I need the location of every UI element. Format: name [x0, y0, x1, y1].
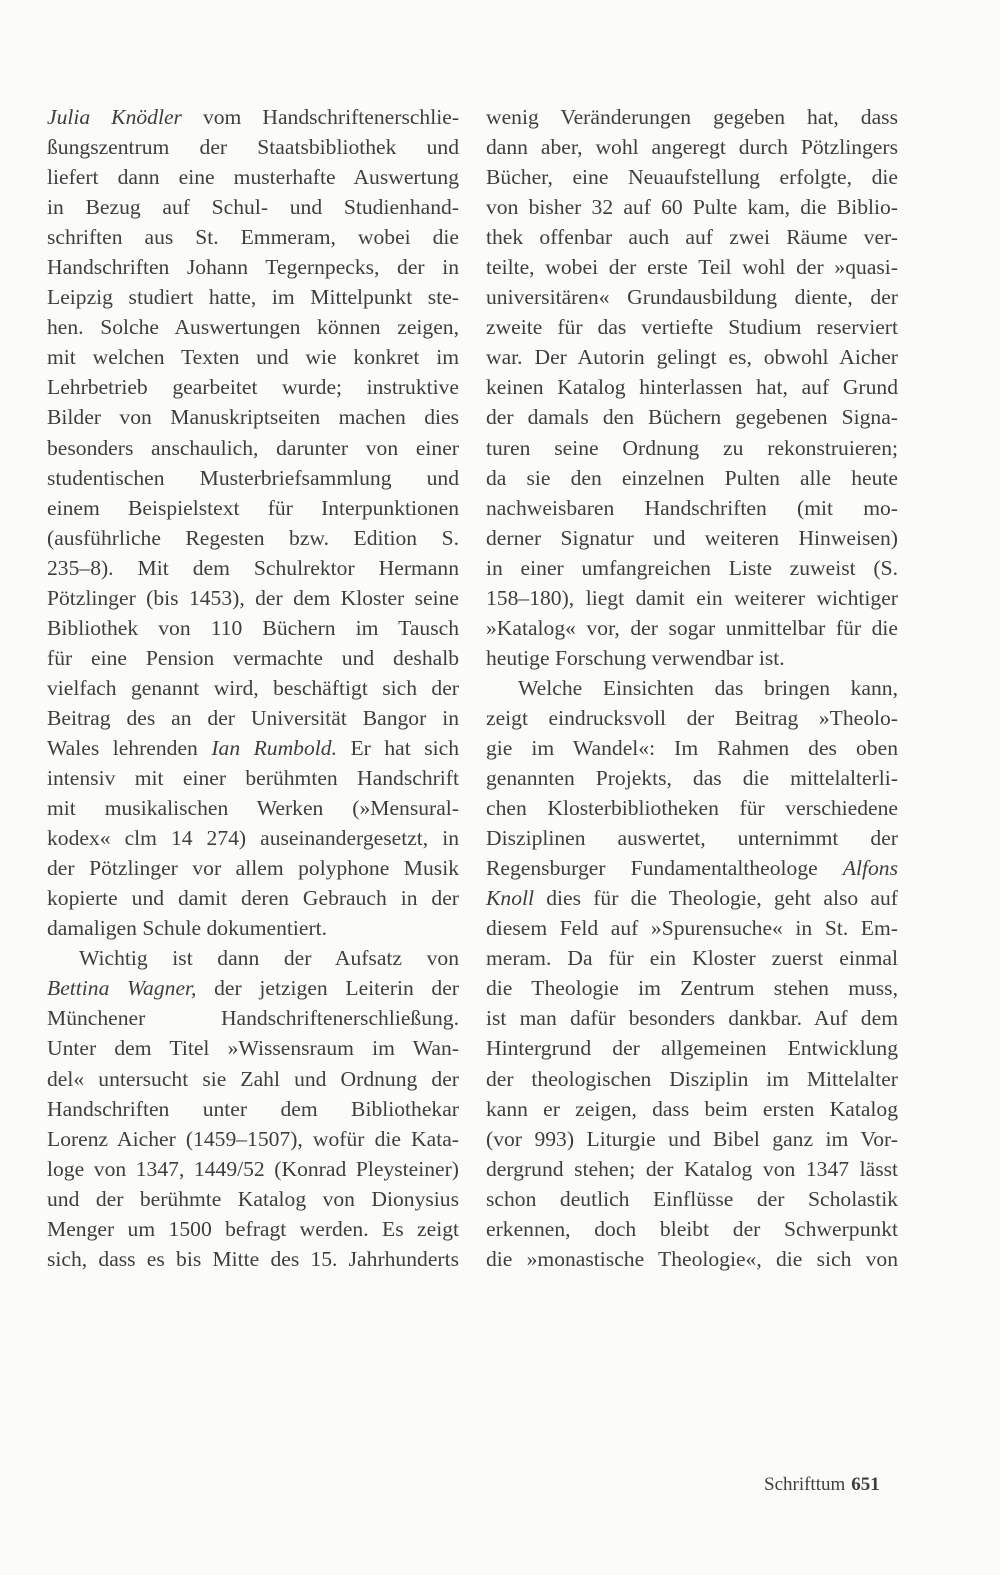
text-line [47, 1214, 459, 1244]
text-segment: Bücher, eine Neuaufstellung erfolgte, die [486, 165, 898, 190]
text-line [486, 1244, 898, 1274]
text-line [486, 222, 898, 252]
text-segment: liefert dann eine musterhafte Auswertung [47, 165, 459, 190]
text-segment: kopierte und damit deren Gebrauch in der [47, 886, 459, 911]
text-segment: sich, dass es bis Mitte des 15. Jahrhunderts [47, 1246, 459, 1271]
text-segment: der theologischen Disziplin im Mittelalter [486, 1066, 898, 1091]
text-segment: heutige Forschung verwendbar ist. [486, 645, 785, 670]
text-segment: war. Der Autorin gelingt es, obwohl Aicher [486, 345, 898, 370]
text-segment: der Pötzlinger vor allem polyphone Musik [47, 856, 459, 881]
text-segment: diesem Feld auf »Spurensuche« in St. Em- [486, 916, 898, 941]
text-line [47, 102, 459, 132]
text-line [486, 433, 898, 463]
text-segment: genannten Projekts, das die mittelalterli- [486, 766, 898, 791]
text-line [486, 673, 898, 703]
text-segment: mit welchen Texten und wie konkret im [47, 345, 459, 370]
text-segment: nachweisbaren Handschriften (mit mo- [486, 495, 898, 520]
text-segment: einem Beispielstext für Interpunktionen [47, 495, 459, 520]
running-footer-section: Schrifttum [764, 1474, 846, 1495]
text-line [486, 943, 898, 973]
text-line [47, 1033, 459, 1063]
text-segment: Regensburger Fundamentaltheologe [486, 856, 843, 881]
text-line [47, 883, 459, 913]
text-segment: gie im Wandel«: Im Rahmen des oben [486, 735, 898, 760]
text-segment: Wichtig ist dann der Aufsatz von [79, 946, 459, 971]
text-line [486, 643, 898, 673]
text-segment: intensiv mit einer berühmten Handschrift [47, 766, 459, 791]
text-segment: damaligen Schule dokumentiert. [47, 916, 328, 941]
text-segment: teilte, wobei der erste Teil wohl der »quasi- [486, 255, 898, 280]
text-segment: Lorenz Aicher (1459–1507), wofür die Kata- [47, 1126, 459, 1151]
text-segment: da sie den einzelnen Pulten alle heute [486, 465, 898, 490]
text-line [486, 703, 898, 733]
text-line [47, 1064, 459, 1094]
text-line [47, 763, 459, 793]
text-segment: Pötzlinger (bis 1453), der dem Kloster seine [47, 585, 459, 610]
text-line [486, 1003, 898, 1033]
text-segment: Welche Einsichten das bringen kann, [518, 675, 898, 700]
text-line [486, 372, 898, 402]
text-segment: besonders anschaulich, darunter von einer [47, 435, 459, 460]
text-line [486, 493, 898, 523]
text-line [47, 1154, 459, 1184]
text-segment: keinen Katalog hinterlassen hat, auf Grund [486, 375, 898, 400]
text-segment: hen. Solche Auswertungen können zeigen, [47, 315, 459, 340]
text-segment: Bibliothek von 110 Büchern im Tausch [47, 615, 459, 640]
text-segment: thek offenbar auch auf zwei Räume ver- [486, 225, 898, 250]
text-line [486, 1064, 898, 1094]
text-line [486, 1184, 898, 1214]
text-segment: Wales lehrenden [47, 735, 212, 760]
text-segment: chen Klosterbibliotheken für verschiedene [486, 796, 898, 821]
italic-author-name: Knoll [486, 886, 534, 911]
text-line [486, 793, 898, 823]
text-line [47, 1184, 459, 1214]
text-line [47, 1003, 459, 1033]
text-segment: ßungszentrum der Staatsbibliothek und [47, 135, 459, 160]
text-segment: 235–8). Mit dem Schulrektor Hermann [47, 555, 459, 580]
text-line [47, 342, 459, 372]
text-segment: Disziplinen auswertet, unternimmt der [486, 826, 898, 851]
text-line [486, 613, 898, 643]
text-line [47, 823, 459, 853]
text-line [486, 1154, 898, 1184]
text-segment: in Bezug auf Schul- und Studienhand- [47, 195, 459, 220]
text-segment: meram. Da für ein Kloster zuerst einmal [486, 946, 898, 971]
italic-author-name: Bettina Wagner, [47, 976, 197, 1001]
left-text-column [47, 102, 459, 1274]
text-line [486, 282, 898, 312]
text-segment: Lehrbetrieb gearbeitet wurde; instruktive [47, 375, 459, 400]
text-line [486, 132, 898, 162]
text-line [47, 433, 459, 463]
text-segment: »Katalog« vor, der sogar unmittelbar für die [486, 615, 898, 640]
text-line [486, 1214, 898, 1244]
text-segment: Münchener Handschriftenerschließung. [47, 1006, 459, 1031]
text-line [47, 913, 459, 943]
text-segment: die »monastische Theologie«, die sich von [486, 1246, 898, 1271]
italic-author-name: Alfons [842, 856, 898, 881]
text-line [47, 463, 459, 493]
text-line [47, 853, 459, 883]
text-line [47, 282, 459, 312]
text-segment: Handschriften Johann Tegernpecks, der in [47, 255, 459, 280]
text-segment: die Theologie im Zentrum stehen muss, [486, 976, 898, 1001]
text-segment: (vor 993) Liturgie und Bibel ganz im Vor- [486, 1126, 898, 1151]
text-line [47, 1094, 459, 1124]
text-segment: Er hat sich [336, 735, 459, 760]
text-line [47, 523, 459, 553]
text-line [47, 703, 459, 733]
text-segment: Bilder von Manuskriptseiten machen dies [47, 405, 459, 430]
text-segment: vom Handschriftenerschlie- [181, 105, 460, 129]
text-segment: dergrund stehen; der Katalog von 1347 lässt [486, 1156, 898, 1181]
text-segment: mit musikalischen Werken (»Mensural- [47, 796, 459, 821]
italic-author-name: Ian Rumbold. [211, 735, 337, 760]
text-segment: ist man dafür besonders dankbar. Auf dem [486, 1006, 898, 1031]
text-segment: und der berühmte Katalog von Dionysius [47, 1186, 459, 1211]
text-segment: studentischen Musterbriefsammlung und [47, 465, 459, 490]
text-line [47, 402, 459, 432]
text-line [486, 402, 898, 432]
text-line [486, 733, 898, 763]
text-line [47, 613, 459, 643]
text-line [47, 493, 459, 523]
text-line [47, 643, 459, 673]
text-line [47, 943, 459, 973]
text-line [486, 463, 898, 493]
text-segment: loge von 1347, 1449/52 (Konrad Pleysteiner) [47, 1156, 459, 1181]
text-segment: der damals den Büchern gegebenen Signa- [486, 405, 898, 430]
text-line [47, 793, 459, 823]
text-line [47, 192, 459, 222]
text-segment: Handschriften unter dem Bibliothekar [47, 1096, 459, 1121]
text-segment: zweite für das vertiefte Studium reserviert [486, 315, 898, 340]
text-segment: erkennen, doch bleibt der Schwerpunkt [486, 1216, 898, 1241]
text-line [486, 913, 898, 943]
text-line [47, 553, 459, 583]
text-line [486, 523, 898, 553]
text-line [486, 1094, 898, 1124]
text-line [486, 252, 898, 282]
text-segment: dies für die Theologie, geht also auf [534, 886, 898, 911]
text-line [47, 733, 459, 763]
text-line [47, 973, 459, 1003]
page-number: 651 [851, 1474, 880, 1495]
text-line [486, 823, 898, 853]
text-line [486, 973, 898, 1003]
text-line [486, 553, 898, 583]
text-line [47, 673, 459, 703]
text-segment: Beitrag des an der Universität Bangor in [47, 705, 459, 730]
text-segment: universitären« Grundausbildung diente, der [486, 285, 898, 310]
text-line [47, 162, 459, 192]
text-line [486, 1033, 898, 1063]
text-segment: für eine Pension vermachte und deshalb [47, 645, 459, 670]
text-line [486, 102, 898, 132]
text-line [486, 1124, 898, 1154]
text-segment: schon deutlich Einflüsse der Scholastik [486, 1186, 898, 1211]
text-line [486, 763, 898, 793]
text-line [486, 312, 898, 342]
text-segment: Hintergrund der allgemeinen Entwicklung [486, 1036, 898, 1061]
text-segment: in einer umfangreichen Liste zuweist (S. [486, 555, 898, 580]
text-segment: der jetzigen Leiterin der [196, 976, 459, 1001]
italic-author-name: Julia Knödler [47, 105, 182, 129]
text-segment: 158–180), liegt damit ein weiterer wichtiger [486, 585, 898, 610]
text-line [47, 583, 459, 613]
text-line [47, 312, 459, 342]
text-segment: Unter dem Titel »Wissensraum im Wan- [47, 1036, 459, 1061]
text-segment: schriften aus St. Emmeram, wobei die [47, 225, 459, 250]
text-segment: Menger um 1500 befragt werden. Es zeigt [47, 1216, 459, 1241]
right-text-column [486, 102, 898, 1274]
text-segment: del« untersucht sie Zahl und Ordnung der [47, 1066, 459, 1091]
text-line [47, 1124, 459, 1154]
text-line [47, 222, 459, 252]
page-footer [764, 1474, 880, 1496]
text-line [486, 342, 898, 372]
text-segment: von bisher 32 auf 60 Pulte kam, die Biblio- [486, 195, 898, 220]
text-segment: turen seine Ordnung zu rekonstruieren; [486, 435, 898, 460]
text-line [486, 192, 898, 222]
text-segment: (ausführliche Regesten bzw. Edition S. [47, 525, 459, 550]
text-line [47, 1244, 459, 1274]
text-line [47, 372, 459, 402]
text-segment: zeigt eindrucksvoll der Beitrag »Theolo- [486, 705, 898, 730]
text-segment: derner Signatur und weiteren Hinweisen) [486, 525, 898, 550]
text-line [486, 162, 898, 192]
text-segment: kann er zeigen, dass beim ersten Katalog [486, 1096, 898, 1121]
text-line [486, 583, 898, 613]
text-segment: vielfach genannt wird, beschäftigt sich der [47, 675, 459, 700]
text-segment: dann aber, wohl angeregt durch Pötzlingers [486, 135, 898, 160]
text-line [486, 883, 898, 913]
text-segment: wenig Veränderungen gegeben hat, dass [486, 105, 898, 129]
text-line [486, 853, 898, 883]
text-segment: kodex« clm 14 274) auseinandergesetzt, in [47, 826, 459, 851]
text-line [47, 132, 459, 162]
text-line [47, 252, 459, 282]
text-segment: Leipzig studiert hatte, im Mittelpunkt ste- [47, 285, 459, 310]
